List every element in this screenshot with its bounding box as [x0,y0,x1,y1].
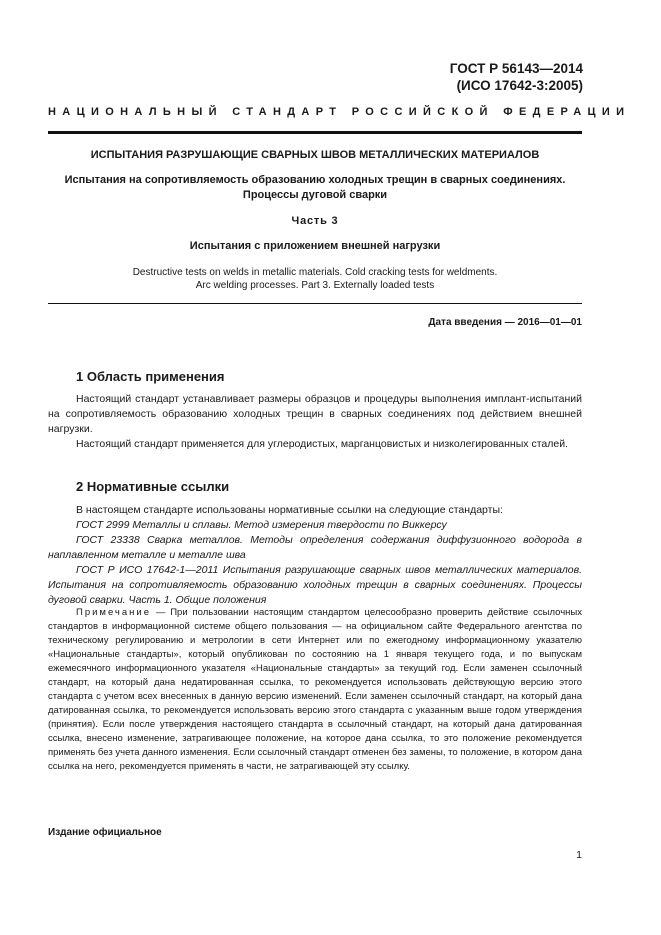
official-edition-label: Издание официальное [48,827,162,838]
section-2-intro: В настоящем стандарте использованы нормативные ссылки на следующие стандарты: [76,504,503,516]
subtitle-line-2: Процессы дуговой сварки [242,189,388,201]
title-rule [48,303,582,304]
note-paragraph [48,606,582,774]
note-text: — При пользовании настоящим стандартом целесообразно проверить действие ссылочных стандартов в информационной системе общего пользования — на официальном сайте Федерального агентства по техническому регулированию и метрологии в сети Интернет или по ежегодному информационному указателю «Национальные стандарты», который опубликован по состоянию на 1 января текущего года, и по выпускам ежемесячного информационного указателя «Национальные стандарты» за текущий год. Если заменен ссылочный стандарт, на который дана недатированная ссылка, то рекомендуется использовать действующую версию этого стандарта с учетом всех внесенных в данную версию изменений. Если заменен ссылочный стандарт, на который дана датированная ссылка, то рекомендуется использовать версию этого стандарта с указанным выше годом утверждения (принятия). Если после утверждения настоящего стандарта в ссылочный стандарт, на который дана датированная ссылка, внесено изменение, затрагивающее положение, на которое дана ссылка, то это положение рекомендуется применять без учета данного изменения. Если ссылочный стандарт отменен без замены, то положение, в котором дана ссылка на него, рекомендуется применять в части, не затрагивающей эту ссылку. [48,607,582,772]
note-block [48,606,582,774]
introduction-date: Дата введения — 2016—01—01 [428,317,582,328]
standard-code: ГОСТ Р 56143—2014 [449,61,583,76]
reference-gost-2999: ГОСТ 2999 Металлы и сплавы. Метод измерения твердости по Виккерсу [76,519,447,531]
section-1-paragraph-2: Настоящий стандарт применяется для углеродистых, марганцовистых и низколегированных сталей. [76,438,568,450]
section-2-heading: 2 Нормативные ссылки [76,479,230,494]
section-1-paragraph-1: Настоящий стандарт устанавливает размеры образцов и процедуры выполнения имплант-испытаний на сопротивляемость образованию холодных трещин в сварных соединениях под действием внешней нагрузки. [48,393,582,435]
reference-gost-iso-17642-1: ГОСТ Р ИСО 17642-1—2011 Испытания разрушающие сварных швов металлических материалов. Испытания на сопротивляемость образованию холодных трещин в сварных соединениях. Процессы дуговой сварки. Часть 1. Общие положения [48,564,582,606]
reference-gost-23338: ГОСТ 23338 Сварка металлов. Методы определения содержания диффузионного водорода в наплавленном металле и металле шва [48,534,582,561]
subtitle-line-1: Испытания на сопротивляемость образованию холодных трещин в сварных соединениях. [64,174,566,186]
english-title-line-1: Destructive tests on welds in metallic materials. Cold cracking tests for weldments. [132,267,498,278]
national-standard-banner: НАЦИОНАЛЬНЫЙ СТАНДАРТ РОССИЙСКОЙ ФЕДЕРАЦИИ [48,106,631,118]
note-label: Примечание [76,607,151,618]
part-title: Испытания с приложением внешней нагрузки [189,240,441,252]
section-1-body [48,392,582,452]
english-title [48,266,582,292]
page-number: 1 [576,849,582,861]
english-title-line-2: Arc welding processes. Part 3. Externally loaded tests [195,280,435,291]
document-subtitle [48,173,582,203]
section-2-body [48,503,582,608]
iso-code: (ИСО 17642-3:2005) [456,78,583,93]
section-1-heading: 1 Область применения [76,369,225,384]
document-title: ИСПЫТАНИЯ РАЗРУШАЮЩИЕ СВАРНЫХ ШВОВ МЕТАЛЛИЧЕСКИХ МАТЕРИАЛОВ [90,149,540,161]
header-rule [48,131,582,134]
part-number: Часть 3 [291,215,339,227]
